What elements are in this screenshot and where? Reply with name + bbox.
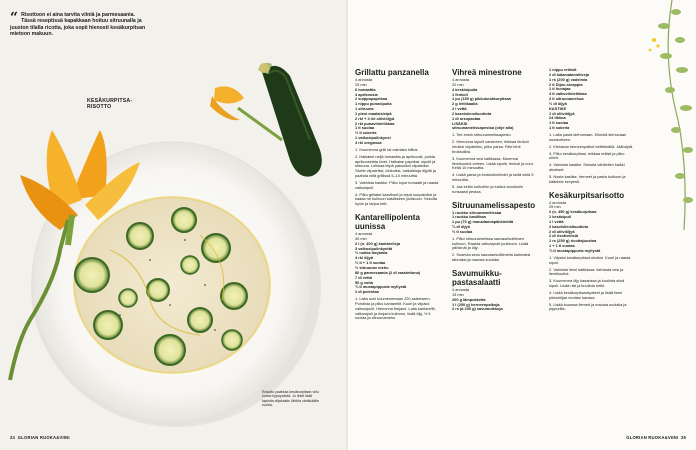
intro-quote: [10, 12, 150, 37]
ingredient: ½ dl öljyä: [549, 100, 567, 106]
risotto-servings: 4 annosta: [549, 199, 567, 205]
minestrone-title: Vihreä minestrone: [452, 68, 522, 77]
risotto-step: 3. Kuumenna öljy kasarissa ja kuullota siinä sipuli. Lisää riisi ja kuullota hetki.: [549, 278, 625, 289]
ingredient: 2 tl sitruunamehua: [549, 96, 584, 102]
ingredient: 24 tikkua: [549, 115, 566, 121]
ingredient: 1 fenkoli: [452, 91, 468, 97]
minestrone-step: 5. Jaa keitto kulhoihin ja lusikoi annoksiin runsaasti pestoa.: [452, 183, 523, 194]
photo-label: [87, 98, 132, 110]
ingredient: 2 suippopaprikaa: [355, 96, 387, 102]
ingredient: 1 rs (200 g) vadelmia: [549, 76, 588, 82]
risotto-step: 4. Lisää kesäkurpitsaviipaleet ja lisää liemi pikkuhiljaa ricottan kanssa.: [549, 289, 623, 300]
ingredient: 3 valkosipulinkynttä: [355, 245, 393, 251]
ingredient: 1 sitruuna: [355, 106, 374, 112]
intro-text: Risottoon ei aina tarvita viiniä ja parmesaania. Tässä reseptissä kapakkaan hoituu sitruunalla ja juuston tilalla ricotta, joka sopii hienosti kesäkurpitsan mietoon makuun.: [10, 12, 146, 37]
ingredient: 2 rs (à 200 g) savumuikkuja: [452, 306, 503, 312]
panzanella-ingredients: [355, 88, 441, 146]
column-3: [549, 68, 635, 312]
ingredient: 1 nippu punasipulia: [355, 101, 392, 107]
column-2: [452, 68, 538, 312]
ingredient: 1 tl sokeria: [549, 125, 570, 131]
panzanella-title: Grillattu panzanella: [355, 68, 429, 77]
risotto-ingredients: [549, 210, 635, 254]
ingredient: 1 rs (250 g) ricottajuustoa: [549, 238, 597, 244]
ingredient: 2 rkl + 4 rkl oliiviöljyä: [355, 115, 395, 121]
pesto-step: 2. Soseuta seos sauvasekoittimella karkeaksi tahnaksi ja mausta suolalla.: [452, 252, 531, 263]
pastasalaatti-title: Savumuikku-pastasalaatti: [452, 269, 502, 287]
ingredient: 200 g lämpukkeita: [452, 296, 486, 302]
minestrone-servings: 4 annosta: [452, 77, 470, 82]
ingredient: ½ tl suolaa: [452, 228, 473, 234]
ingredient: ½ tl + 1 tl suolaa: [355, 260, 386, 266]
whole-zucchini: [258, 63, 322, 177]
minestrone-ingredients: [452, 88, 538, 122]
left-page-footer: [10, 435, 70, 440]
pastasalaatti-ingredients: [452, 298, 538, 313]
kanttarelli-time: 30 min: [355, 235, 367, 241]
right-top-ingredients: [549, 68, 635, 107]
ingredient: 2 kasvisliemikuutiota: [452, 110, 492, 116]
herb-sprig: [632, 0, 696, 230]
risotto-time: 25 min: [549, 204, 561, 210]
photo-label-line1: KESÄKURPITSA-: [87, 98, 133, 104]
ingredient: 2 rkl punaviinietikkaa: [355, 120, 395, 126]
ingredient: 1 pu (70 g) macadamiapähkinöitä: [452, 219, 514, 225]
ingredient: 1 l (250 g) herneenpalkoja: [452, 301, 500, 307]
photo-label-line2: RISOTTO: [87, 104, 112, 110]
ingredient: 1 ruukku basilikaa: [452, 214, 486, 220]
ingredient: 1 tl suolaa: [355, 125, 375, 131]
ingredient: 2 dl kalamatanoliiveja: [549, 71, 590, 77]
kastike-subheading: KASTIKE: [549, 105, 567, 111]
right-top-step: 1. Laita pasta kiehumaan. Kiinnitä kiehuvaan suolaveteen.: [549, 131, 627, 142]
ingredient: 1 + 1 tl suolaa: [549, 243, 575, 249]
ingredient: 2 dl oliiviöljyä: [549, 228, 575, 234]
ingredient: 1 dl oliiviöljyä: [549, 110, 575, 116]
minestrone-subheading: LISÄKSI: [452, 120, 468, 126]
ingredient: 1 tl suolaa: [549, 120, 569, 126]
pastasalaatti-time: 15 min: [452, 291, 464, 297]
right-brand: GLORIAN RUOKA&VIINI: [626, 435, 679, 440]
kanttarelli-title: Kantarellipolenta uunissa: [355, 213, 420, 232]
pesto-step: 1. Pilko sitruunamelissa sauvasekoittimen kulhoon. Raasta valkosipulit joukkoon. Lisää pähkinät ja öljy.: [452, 235, 529, 251]
ingredient: 1 l vettä: [549, 218, 564, 224]
ingredient: ¾ tl mustapippuria myllystä: [355, 284, 407, 290]
ingredient: 4 aprikoosia: [355, 91, 378, 97]
left-page-number: 24: [10, 435, 16, 440]
ingredient: 1 dl orzopastaa: [452, 115, 481, 121]
ingredient: ½ sitruunan mehu: [355, 265, 389, 270]
ingredient: 1 kesäsipuli: [549, 214, 572, 220]
panzanella-step: 2. Halkaise neljä tomaattia ja aprikoosit, poista aprikooseista kivet. Halkaise paprikat, sipulit ja sitruuna. Leikkaa leipä paksuiksi viipaleiksi. Sivele viipaleiksi, lohkoiksi, halkaistuja öljyllä ja paahda niitä grillissä 5–10 minuuttia.: [355, 153, 436, 179]
ingredient: 1 tl hunajaa: [549, 86, 571, 92]
ingredient: 2 l vettä: [452, 106, 467, 112]
ingredient: 1 ruukku sitruunamelissaa: [452, 209, 502, 215]
photo-caption: Rosotto paahtaa kesäkurpitsan viisi kurssi kypsyvästä. Jo linkit lisäti tapioita viljakastin lähtöa värikkäälle ruokia.: [262, 390, 319, 407]
ingredient: 2 kasvisliemikuutiota: [549, 223, 589, 229]
ingredient: 50 g voita: [355, 279, 373, 285]
ingredient: ¾ dl öljyä: [452, 224, 470, 230]
quote-mark-icon: “: [10, 10, 19, 26]
risotto-step: 1. Viipaloi kesäkurpitsat ohuiksi. Kuori ja raasta sipuli.: [549, 254, 631, 265]
ingredient: 1 pieni maalaisleipä: [355, 110, 392, 116]
left-brand: GLORIAN RUOKA&VIINI: [17, 435, 70, 440]
ingredient: 80 g parmesaania (2 dl raastettuna): [355, 269, 421, 275]
kanttarelli-step: 1. Laita uuni kuumenemaan 220 asteeseen. Puhdista ja pilko kantarellit. Kuori ja viipaloi valkosipulit. Hienonna timjami. Laita kantarellit, valkosipuli ja timjami kulhoon, lisää öljy, ½ tl suolaa ja sitruunamehu.: [355, 296, 436, 321]
risotto-title: Kesäkurpitsarisotto: [549, 190, 625, 200]
right-top-step: 2. Kiehauta herneenpalkot keittämällä. Jäähdytä.: [549, 143, 634, 149]
ingredient: 4 keskisipulia: [452, 86, 478, 92]
ingredient: 4 rkl oreganoa: [355, 139, 382, 145]
panzanella-time: 25 min: [355, 81, 367, 87]
minestrone-step: 3. Kuumenna vesi kattilassa. Murenna liemikuutiot veteen. Lisää sipulit, fenkoli ja orzo. Keitä 10 minuuttia.: [452, 155, 534, 171]
minestrone-extra: sitruunamelissapestoa (ohje alla): [452, 125, 514, 131]
ingredient: 1 valkosipulinkynsi: [355, 135, 391, 141]
risotto-step: 2. Valmista liemi kattilassa: kiehauta vesi ja liemikuutiot.: [549, 266, 624, 277]
pastasalaatti-servings: 4 annosta: [452, 287, 470, 292]
minestrone-step: 4. Lisää parsa ja brokkolinlehdet ja keitä vielä 5 minuuttia.: [452, 172, 534, 183]
risotto-step: 5. Lisää kuumaa liemeä ja mausta suolalla ja pippurilla.: [549, 301, 627, 312]
minestrone-time: 20 min: [452, 81, 464, 87]
ingredient: ½ nukka timjamia: [355, 250, 388, 256]
ingredient: 2 dl polentaa: [355, 289, 379, 295]
minestrone-step: 2. Hienonna sipulit varsineen, leikkaa fenkoli ohuiksi viipaleiksi, pilko parsa. Riivi lehti brokkoliksi.: [452, 139, 529, 154]
panzanella-servings: 4 annosta: [355, 77, 373, 82]
ingredient: 1 nippu retiisiä: [549, 67, 577, 72]
pesto-ingredients: [452, 211, 538, 235]
ingredient: 2 (n. 450 g) kesäkurpitsaa: [549, 209, 597, 215]
right-page: [348, 0, 696, 450]
ingredient: 2 g lehtikaalia: [452, 101, 478, 107]
right-page-number: 25: [680, 435, 686, 440]
ingredient: 6 tomaattia: [355, 86, 376, 92]
minestrone-step: 1. Tee ensin sitruunamelissapesto.: [452, 132, 512, 138]
right-top-step: 5. Nosta kastike, herneet ja pasta kulhoon ja kääntele kevyesti.: [549, 173, 626, 184]
right-top-step: 3. Pilko kesäkurpitsat, leikkaa retiisit ja pilko oliivit.: [549, 150, 625, 161]
kastike-ingredients: [549, 112, 635, 131]
ingredient: ¾ tl mustapippuria myllystä: [549, 248, 601, 253]
right-top-step: 4. Valmista kastike. Sekoita vähitellen kaikki ainekset.: [549, 162, 625, 173]
kanttarelli-servings: 4 annosta: [355, 231, 373, 237]
kanttarelli-ingredients: [355, 242, 441, 295]
pesto-title: Sitruunamelissapesto: [452, 200, 536, 210]
ingredient: 4 tl valkoviinietikkaa: [549, 91, 587, 97]
panzanella-step: 3. Valmista kastike. Pilko loput tomaatit ja raasta valkosipuli.: [355, 179, 439, 190]
ingredient: 2 l (n. 400 g) kantarelleja: [355, 240, 400, 246]
ingredient: 2 tl Dijon-sinappia: [549, 81, 583, 87]
ingredient: 7 dl vettä: [355, 274, 372, 280]
panzanella-step: 4. Pilko grillatut kasvikset ja leipä suupaloiksi ja kaada ne kulhoon kastikkeen joukkoon. Sekoita hyvin ja tarjoa heti.: [355, 191, 437, 207]
ingredient: ½ tl sokeria: [355, 130, 377, 136]
ingredient: 1 pu (150 g) pikkukesäkurpitsaa: [452, 96, 511, 102]
column-1: [355, 68, 441, 321]
ingredient: 4 rkl öljyä: [355, 255, 373, 261]
panzanella-step: 1. Kuumenna grilli tai valmista hiillos.: [355, 146, 419, 152]
ingredient: 2 dl risottoriisiä: [549, 233, 578, 239]
right-page-footer: [626, 435, 686, 440]
